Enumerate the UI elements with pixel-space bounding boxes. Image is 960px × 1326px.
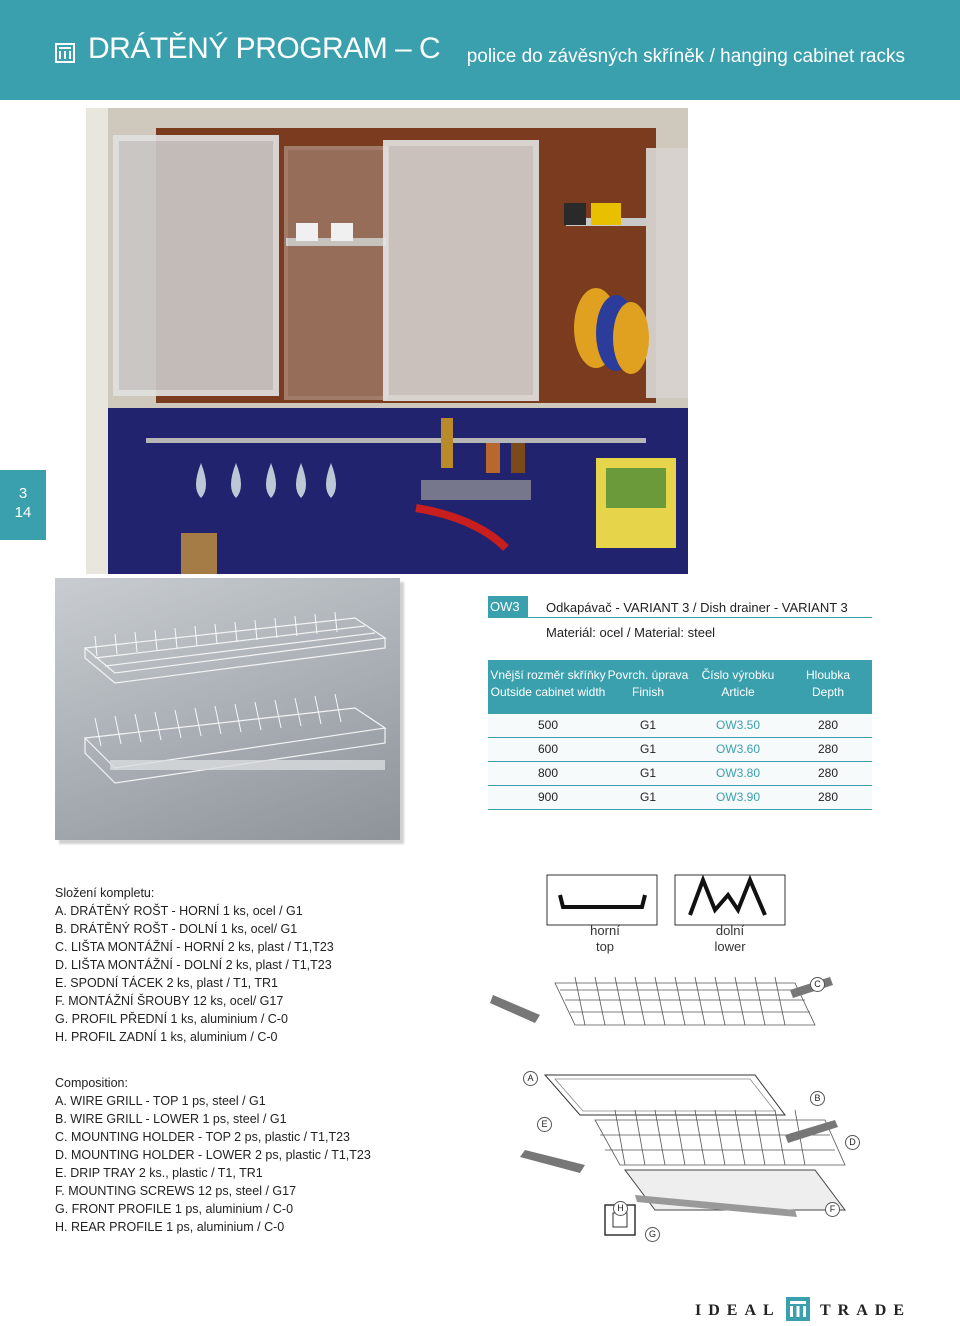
callout-e: E: [537, 1117, 552, 1132]
column-header-finish: Povrch. úprava Finish: [607, 668, 689, 699]
list-item: A. DRÁTĚNÝ ROŠT - HORNÍ 1 ks, ocel / G1: [55, 904, 303, 918]
column-header-width: Vnější rozměr skříňky Outside cabinet width: [490, 668, 606, 699]
page-title: DRÁTĚNÝ PROGRAM – C: [88, 32, 441, 65]
ideal-trade-logo-icon: [55, 43, 75, 63]
spec-table: [488, 660, 872, 810]
callout-c: C: [810, 977, 825, 992]
list-item: F. MONTÁŽNÍ ŠROUBY 12 ks, ocel/ G17: [55, 994, 284, 1008]
page-subtitle: police do závěsných skříněk / hanging cabinet racks: [466, 46, 905, 67]
callout-f: F: [825, 1202, 840, 1217]
dish-drainer-photo: [55, 578, 400, 840]
callout-d: D: [845, 1135, 860, 1150]
callout-g: G: [645, 1227, 660, 1242]
product-material: Materiál: ocel / Material: steel: [546, 625, 716, 640]
list-item: E. DRIP TRAY 2 ks., plastic / T1, TR1: [55, 1166, 263, 1180]
brand-name-right: TRADE: [820, 1302, 912, 1319]
table-row: 800 G1 OW3.80 280: [488, 762, 872, 785]
top-profile-label: horní top: [590, 923, 620, 954]
exploded-assembly-diagram: [485, 865, 885, 1255]
lower-profile-label: dolní lower: [714, 923, 746, 954]
product-code: OW3: [488, 596, 528, 618]
list-item: F. MOUNTING SCREWS 12 ps, steel / G17: [55, 1184, 297, 1198]
list-item: D. LIŠTA MONTÁŽNÍ - DOLNÍ 2 ks, plast / T1,T23: [55, 958, 332, 972]
page-header: [0, 0, 960, 100]
list-item: G. FRONT PROFILE 1 ps, aluminium / C-0: [55, 1202, 294, 1216]
list-item: A. WIRE GRILL - TOP 1 ps, steel / G1: [55, 1094, 266, 1108]
product-title: Odkapávač - VARIANT 3 / Dish drainer - VARIANT 3: [546, 600, 848, 615]
composition-heading-en: Composition:: [55, 1076, 128, 1090]
column-header-article: Číslo výrobku Article: [701, 668, 775, 699]
column-header-depth: Hloubka Depth: [805, 668, 851, 699]
list-item: H. REAR PROFILE 1 ps, aluminium / C-0: [55, 1220, 285, 1234]
composition-heading-cz: Složení kompletu:: [55, 886, 155, 900]
product-header: [488, 596, 872, 618]
ideal-trade-logo-icon: [786, 1297, 810, 1321]
list-item: G. PROFIL PŘEDNÍ 1 ks, aluminium / C-0: [55, 1012, 288, 1026]
page-number-tab: [0, 470, 46, 540]
table-row: 900 G1 OW3.90 280: [488, 786, 872, 809]
list-item: C. LIŠTA MONTÁŽNÍ - HORNÍ 2 ks, plast / T1,T23: [55, 940, 334, 954]
list-item: H. PROFIL ZADNÍ 1 ks, aluminium / C-0: [55, 1030, 278, 1044]
composition-list-en: [55, 1074, 371, 1236]
list-item: D. MOUNTING HOLDER - LOWER 2 ps, plastic / T1,T23: [55, 1148, 371, 1162]
list-item: B. DRÁTĚNÝ ROŠT - DOLNÍ 1 ks, ocel/ G1: [55, 922, 298, 936]
callout-a: A: [523, 1071, 538, 1086]
chapter-number: 3: [18, 485, 28, 502]
list-item: C. MOUNTING HOLDER - TOP 2 ps, plastic / T1,T23: [55, 1130, 350, 1144]
callout-b: B: [810, 1091, 825, 1106]
composition-list-cz: [55, 884, 334, 1046]
kitchen-cabinet-photo: [86, 108, 688, 574]
list-item: E. SPODNÍ TÁCEK 2 ks, plast / T1, TR1: [55, 976, 278, 990]
callout-h: H: [613, 1201, 628, 1216]
page-number: 14: [14, 504, 32, 521]
table-row: 500 G1 OW3.50 280: [488, 714, 872, 737]
table-row: 600 G1 OW3.60 280: [488, 738, 872, 761]
list-item: B. WIRE GRILL - LOWER 1 ps, steel / G1: [55, 1112, 287, 1126]
brand-name-left: IDEAL: [695, 1302, 781, 1319]
